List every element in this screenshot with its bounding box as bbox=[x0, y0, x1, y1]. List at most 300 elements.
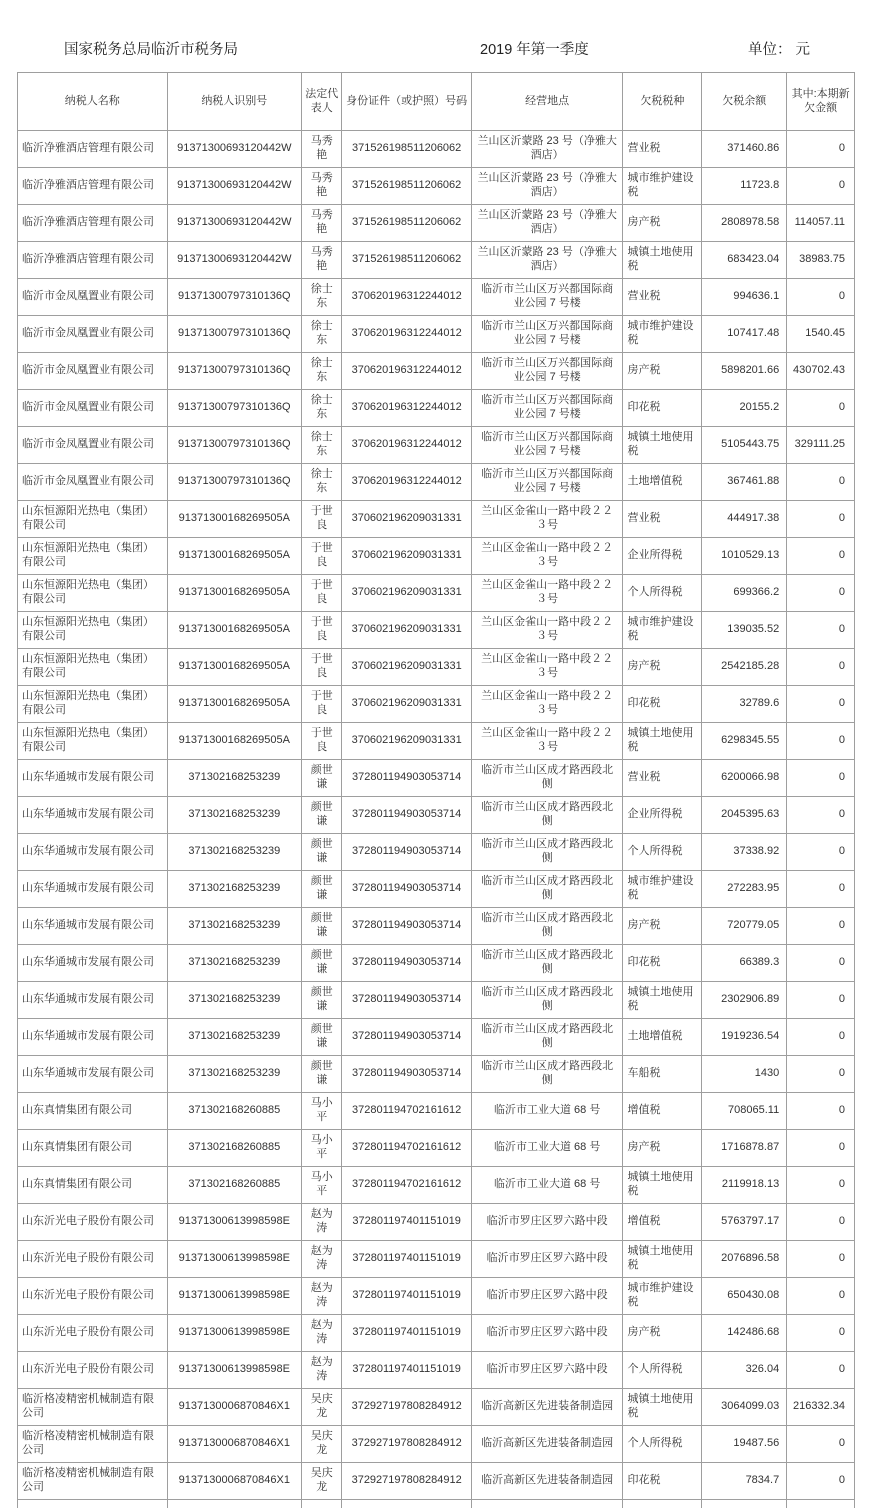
table-cell: 91371300693120442W bbox=[167, 205, 301, 242]
table-cell: 临沂格凌精密机械制造有限公司 bbox=[18, 1426, 168, 1463]
table-cell: 91371300797310136Q bbox=[167, 390, 301, 427]
table-cell: 0 bbox=[787, 612, 855, 649]
table-cell: 临沂市工业大道 68 号 bbox=[471, 1167, 623, 1204]
table-cell: 兰山区金雀山一路中段２２３号 bbox=[471, 501, 623, 538]
table-cell: 颜世谦 bbox=[302, 945, 342, 982]
table-cell: 370602196209031331 bbox=[342, 649, 471, 686]
table-cell: 372801194702161612 bbox=[342, 1130, 471, 1167]
table-cell: 城镇土地使用税 bbox=[623, 1167, 702, 1204]
table-row bbox=[18, 1056, 855, 1093]
table-cell: 房产税 bbox=[623, 649, 702, 686]
table-cell: 19487.56 bbox=[702, 1426, 787, 1463]
table-cell: 城镇土地使用税 bbox=[623, 723, 702, 760]
table-cell: 0 bbox=[787, 1278, 855, 1315]
table-cell: 370620196312244012 bbox=[342, 279, 471, 316]
table-cell: 城镇土地使用税 bbox=[623, 1241, 702, 1278]
table-cell: 371302168253239 bbox=[167, 1056, 301, 1093]
table-cell: 0 bbox=[787, 1019, 855, 1056]
table-row bbox=[18, 982, 855, 1019]
table-cell: 5898201.66 bbox=[702, 353, 787, 390]
table-cell: 5105443.75 bbox=[702, 427, 787, 464]
table-cell: 兰山区金雀山一路中段２２３号 bbox=[471, 575, 623, 612]
table-cell: 兰山区金雀山一路中段２２３号 bbox=[471, 649, 623, 686]
table-cell: 0 bbox=[787, 1093, 855, 1130]
table-row bbox=[18, 1352, 855, 1389]
table-cell: 329111.25 bbox=[787, 427, 855, 464]
table-cell: 371302168253239 bbox=[167, 982, 301, 1019]
table-cell: 0 bbox=[787, 1204, 855, 1241]
table-cell: 颜世谦 bbox=[302, 908, 342, 945]
table-cell: 0 bbox=[787, 1426, 855, 1463]
table-cell: 徐士东 bbox=[302, 427, 342, 464]
table-row bbox=[18, 1463, 855, 1500]
table-cell: 吴庆龙 bbox=[302, 1463, 342, 1500]
table-cell: 房产税 bbox=[623, 1315, 702, 1352]
table-cell: 9137130006870846X1 bbox=[167, 1426, 301, 1463]
table-cell: 山东恒源阳光热电（集团）有限公司 bbox=[18, 686, 168, 723]
table-cell: 兰山区沂蒙路 23 号（净雅大酒店） bbox=[471, 168, 623, 205]
table-cell: 2119918.13 bbox=[702, 1167, 787, 1204]
table-cell: 山东恒源阳光热电（集团）有限公司 bbox=[18, 501, 168, 538]
table-cell: 临沂净雅酒店管理有限公司 bbox=[18, 205, 168, 242]
table-cell: 0 bbox=[787, 982, 855, 1019]
table-cell: 142486.68 bbox=[702, 1315, 787, 1352]
table-row bbox=[18, 1167, 855, 1204]
table-cell: 个人所得税 bbox=[623, 1426, 702, 1463]
table-cell: 临沂市罗庄区罗六路中段 bbox=[471, 1204, 623, 1241]
table-cell: 91371300168269505A bbox=[167, 612, 301, 649]
table-cell: 临沂格凌精密机械制造有限公司 bbox=[18, 1463, 168, 1500]
table-header-row bbox=[18, 73, 855, 131]
table-row bbox=[18, 797, 855, 834]
table-cell: 临沂市金凤凰置业有限公司 bbox=[18, 390, 168, 427]
table-cell: 371460.86 bbox=[702, 131, 787, 168]
table-cell: 临沂市罗庄区罗六路中段 bbox=[471, 1241, 623, 1278]
table-cell: 371526198511206062 bbox=[342, 131, 471, 168]
table-cell: 印花税 bbox=[623, 945, 702, 982]
table-row bbox=[18, 871, 855, 908]
table-cell: 0 bbox=[787, 723, 855, 760]
table-cell: 11723.8 bbox=[702, 168, 787, 205]
table-cell: 临沂市兰山区万兴都国际商业公园 7 号楼 bbox=[471, 390, 623, 427]
report-period: 2019 年第一季度 bbox=[480, 42, 589, 58]
table-cell: 370620196312244012 bbox=[342, 316, 471, 353]
unit-label: 单位： 元 bbox=[748, 42, 811, 58]
table-cell: 兰山区金雀山一路中段２２３号 bbox=[471, 538, 623, 575]
table-cell: 720779.05 bbox=[702, 908, 787, 945]
table-cell: 372801194903053714 bbox=[342, 834, 471, 871]
table-cell: 6298345.55 bbox=[702, 723, 787, 760]
table-row bbox=[18, 575, 855, 612]
report-header bbox=[0, 0, 871, 72]
table-cell: 91371300613998598E bbox=[167, 1278, 301, 1315]
table-cell: 370620196312244012 bbox=[342, 390, 471, 427]
table-cell: 371302168253239 bbox=[167, 871, 301, 908]
table-cell: 增值税 bbox=[623, 1093, 702, 1130]
table-cell: 临沂市金凤凰置业有限公司 bbox=[18, 427, 168, 464]
table-cell: 0 bbox=[787, 464, 855, 501]
table-cell: 临沂市兰山区万兴都国际商业公园 7 号楼 bbox=[471, 427, 623, 464]
table-cell: 临沂市兰山区万兴都国际商业公园 7 号楼 bbox=[471, 279, 623, 316]
table-cell: 临沂高新区先进装备制造园 bbox=[471, 1463, 623, 1500]
table-cell: 444917.38 bbox=[702, 501, 787, 538]
table-cell: 兰山区沂蒙路 23 号（净雅大酒店） bbox=[471, 205, 623, 242]
table-cell: 6200066.98 bbox=[702, 760, 787, 797]
table-cell: 91371300797310136Q bbox=[167, 464, 301, 501]
table-cell: 城镇土地使用税 bbox=[623, 242, 702, 279]
table-cell: 临沂市兰山区万兴都国际商业公园 7 号楼 bbox=[471, 353, 623, 390]
table-cell: 于世良 bbox=[302, 538, 342, 575]
table-cell: 91371300168269505A bbox=[167, 686, 301, 723]
table-cell: 城镇土地使用税 bbox=[623, 427, 702, 464]
table-cell: 9137130006870846X1 bbox=[167, 1389, 301, 1426]
table-cell: 城市维护建设税 bbox=[623, 168, 702, 205]
table-cell: 颜世谦 bbox=[302, 797, 342, 834]
table-cell: 372801194702161612 bbox=[342, 1167, 471, 1204]
table-cell: 372801197401151019 bbox=[342, 1278, 471, 1315]
table-cell: 个人所得税 bbox=[623, 575, 702, 612]
table-cell: 91371300693120442W bbox=[167, 168, 301, 205]
table-cell: 于世良 bbox=[302, 723, 342, 760]
table-cell: 山东华通城市发展有限公司 bbox=[18, 871, 168, 908]
column-header: 纳税人识别号 bbox=[167, 73, 301, 131]
table-cell: 326.04 bbox=[702, 1352, 787, 1389]
table-cell: 印花税 bbox=[623, 1463, 702, 1500]
table-cell: 91371300613998598E bbox=[167, 1204, 301, 1241]
table-cell: 1716878.87 bbox=[702, 1130, 787, 1167]
table-cell: 32789.6 bbox=[702, 686, 787, 723]
table-cell: 颜世谦 bbox=[302, 871, 342, 908]
table-cell: 山东华通城市发展有限公司 bbox=[18, 1056, 168, 1093]
table-cell: 372801197401151019 bbox=[342, 1352, 471, 1389]
table-cell: 车船税 bbox=[623, 1056, 702, 1093]
table-cell: 371526198511206062 bbox=[342, 168, 471, 205]
column-header: 经营地点 bbox=[471, 73, 623, 131]
table-cell bbox=[471, 1500, 623, 1508]
table-body bbox=[18, 131, 855, 1508]
table-cell bbox=[702, 1500, 787, 1508]
table-cell bbox=[18, 1500, 168, 1508]
table-cell: 山东华通城市发展有限公司 bbox=[18, 945, 168, 982]
table-cell: 城市维护建设税 bbox=[623, 316, 702, 353]
table-cell: 营业税 bbox=[623, 760, 702, 797]
table-cell: 临沂市金凤凰置业有限公司 bbox=[18, 464, 168, 501]
table-cell: 于世良 bbox=[302, 649, 342, 686]
table-cell: 37338.92 bbox=[702, 834, 787, 871]
table-cell: 3064099.03 bbox=[702, 1389, 787, 1426]
table-cell: 139035.52 bbox=[702, 612, 787, 649]
table-cell bbox=[623, 1500, 702, 1508]
table-cell: 马小平 bbox=[302, 1167, 342, 1204]
table-row bbox=[18, 1204, 855, 1241]
table-cell: 1430 bbox=[702, 1056, 787, 1093]
table-cell: 颜世谦 bbox=[302, 982, 342, 1019]
table-cell: 赵为涛 bbox=[302, 1204, 342, 1241]
table-cell: 0 bbox=[787, 908, 855, 945]
table-cell: 370602196209031331 bbox=[342, 538, 471, 575]
table-row bbox=[18, 501, 855, 538]
table-cell: 马秀艳 bbox=[302, 168, 342, 205]
table-cell: 370602196209031331 bbox=[342, 501, 471, 538]
table-cell: 372801194903053714 bbox=[342, 797, 471, 834]
column-header: 身份证件（或护照）号码 bbox=[342, 73, 471, 131]
table-cell: 房产税 bbox=[623, 353, 702, 390]
table-cell: 0 bbox=[787, 1056, 855, 1093]
table-cell: 0 bbox=[787, 797, 855, 834]
table-cell: 临沂市兰山区成才路西段北侧 bbox=[471, 908, 623, 945]
table-cell: 66389.3 bbox=[702, 945, 787, 982]
table-cell: 372801197401151019 bbox=[342, 1241, 471, 1278]
table-cell: 372801194903053714 bbox=[342, 908, 471, 945]
table-cell: 临沂市罗庄区罗六路中段 bbox=[471, 1315, 623, 1352]
table-row bbox=[18, 1426, 855, 1463]
table-cell: 371302168253239 bbox=[167, 945, 301, 982]
table-cell: 91371300613998598E bbox=[167, 1352, 301, 1389]
table-row bbox=[18, 131, 855, 168]
table-cell: 山东华通城市发展有限公司 bbox=[18, 908, 168, 945]
table-row-partial bbox=[18, 1500, 855, 1508]
table-cell: 272283.95 bbox=[702, 871, 787, 908]
table-cell: 城市维护建设税 bbox=[623, 1278, 702, 1315]
table-cell: 城市维护建设税 bbox=[623, 612, 702, 649]
table-cell: 372801194702161612 bbox=[342, 1093, 471, 1130]
table-cell: 91371300693120442W bbox=[167, 131, 301, 168]
table-cell: 徐士东 bbox=[302, 316, 342, 353]
table-cell: 临沂市工业大道 68 号 bbox=[471, 1093, 623, 1130]
table-cell: 山东恒源阳光热电（集团）有限公司 bbox=[18, 723, 168, 760]
table-cell: 91371300797310136Q bbox=[167, 316, 301, 353]
table-cell: 增值税 bbox=[623, 1204, 702, 1241]
table-cell: 企业所得税 bbox=[623, 797, 702, 834]
table-cell: 城镇土地使用税 bbox=[623, 982, 702, 1019]
table-cell: 371302168253239 bbox=[167, 797, 301, 834]
table-cell: 0 bbox=[787, 871, 855, 908]
table-row bbox=[18, 1093, 855, 1130]
table-row bbox=[18, 1130, 855, 1167]
table-cell: 赵为涛 bbox=[302, 1352, 342, 1389]
table-cell: 马秀艳 bbox=[302, 131, 342, 168]
table-cell: 城镇土地使用税 bbox=[623, 1389, 702, 1426]
table-cell: 372801194903053714 bbox=[342, 760, 471, 797]
table-cell: 91371300693120442W bbox=[167, 242, 301, 279]
table-row bbox=[18, 427, 855, 464]
table-cell: 372927197808284912 bbox=[342, 1389, 471, 1426]
table-cell: 马小平 bbox=[302, 1130, 342, 1167]
table-cell: 土地增值税 bbox=[623, 464, 702, 501]
table-row bbox=[18, 612, 855, 649]
table-row bbox=[18, 760, 855, 797]
table-cell: 91371300168269505A bbox=[167, 501, 301, 538]
table-cell: 371302168253239 bbox=[167, 760, 301, 797]
table-cell: 于世良 bbox=[302, 575, 342, 612]
table-cell: 临沂市罗庄区罗六路中段 bbox=[471, 1352, 623, 1389]
table-cell: 0 bbox=[787, 168, 855, 205]
table-cell: 马秀艳 bbox=[302, 205, 342, 242]
table-cell bbox=[342, 1500, 471, 1508]
table-row bbox=[18, 1241, 855, 1278]
table-cell: 山东华通城市发展有限公司 bbox=[18, 1019, 168, 1056]
table-row bbox=[18, 1019, 855, 1056]
table-cell: 91371300797310136Q bbox=[167, 353, 301, 390]
table-cell: 1919236.54 bbox=[702, 1019, 787, 1056]
table-row bbox=[18, 316, 855, 353]
table-cell: 994636.1 bbox=[702, 279, 787, 316]
table-cell: 0 bbox=[787, 390, 855, 427]
table-cell: 临沂市兰山区成才路西段北侧 bbox=[471, 945, 623, 982]
table-row bbox=[18, 686, 855, 723]
table-cell: 颜世谦 bbox=[302, 1019, 342, 1056]
column-header: 欠税税种 bbox=[623, 73, 702, 131]
table-cell: 372801194903053714 bbox=[342, 1019, 471, 1056]
table-cell: 临沂市金凤凰置业有限公司 bbox=[18, 353, 168, 390]
table-cell: 370602196209031331 bbox=[342, 723, 471, 760]
table-cell: 兰山区金雀山一路中段２２３号 bbox=[471, 612, 623, 649]
table-cell: 临沂格凌精密机械制造有限公司 bbox=[18, 1389, 168, 1426]
table-row bbox=[18, 168, 855, 205]
table-cell: 0 bbox=[787, 1241, 855, 1278]
table-cell: 山东华通城市发展有限公司 bbox=[18, 760, 168, 797]
table-cell: 山东华通城市发展有限公司 bbox=[18, 982, 168, 1019]
table-cell: 临沂市兰山区成才路西段北侧 bbox=[471, 982, 623, 1019]
table-cell bbox=[787, 1500, 855, 1508]
table-cell: 临沂市金凤凰置业有限公司 bbox=[18, 279, 168, 316]
table-cell: 颜世谦 bbox=[302, 1056, 342, 1093]
table-row bbox=[18, 1315, 855, 1352]
table-row bbox=[18, 834, 855, 871]
table-cell: 徐士东 bbox=[302, 353, 342, 390]
table-cell: 0 bbox=[787, 1167, 855, 1204]
table-cell: 兰山区沂蒙路 23 号（净雅大酒店） bbox=[471, 242, 623, 279]
table-cell: 371302168260885 bbox=[167, 1130, 301, 1167]
table-cell: 临沂市兰山区成才路西段北侧 bbox=[471, 834, 623, 871]
table-cell: 0 bbox=[787, 131, 855, 168]
table-cell: 0 bbox=[787, 538, 855, 575]
table-cell: 临沂市兰山区成才路西段北侧 bbox=[471, 871, 623, 908]
table-cell: 于世良 bbox=[302, 501, 342, 538]
table-cell: 372927197808284912 bbox=[342, 1463, 471, 1500]
table-cell: 山东真情集团有限公司 bbox=[18, 1167, 168, 1204]
table-cell: 吴庆龙 bbox=[302, 1426, 342, 1463]
table-cell: 0 bbox=[787, 1352, 855, 1389]
table-cell: 山东华通城市发展有限公司 bbox=[18, 797, 168, 834]
table-cell: 土地增值税 bbox=[623, 1019, 702, 1056]
table-cell: 于世良 bbox=[302, 612, 342, 649]
table-row bbox=[18, 1278, 855, 1315]
table-cell bbox=[302, 1500, 342, 1508]
table-cell: 0 bbox=[787, 686, 855, 723]
table-row bbox=[18, 649, 855, 686]
table-cell: 临沂净雅酒店管理有限公司 bbox=[18, 242, 168, 279]
table-cell: 赵为涛 bbox=[302, 1315, 342, 1352]
table-cell: 临沂净雅酒店管理有限公司 bbox=[18, 168, 168, 205]
table-cell: 371302168260885 bbox=[167, 1093, 301, 1130]
table-row bbox=[18, 205, 855, 242]
table-cell: 临沂市罗庄区罗六路中段 bbox=[471, 1278, 623, 1315]
table-cell: 临沂净雅酒店管理有限公司 bbox=[18, 131, 168, 168]
table-cell: 370620196312244012 bbox=[342, 427, 471, 464]
table-cell: 0 bbox=[787, 649, 855, 686]
table-cell: 372801194903053714 bbox=[342, 982, 471, 1019]
table-cell: 371526198511206062 bbox=[342, 242, 471, 279]
table-cell: 0 bbox=[787, 1130, 855, 1167]
table-cell: 0 bbox=[787, 279, 855, 316]
table-cell: 山东沂光电子股份有限公司 bbox=[18, 1315, 168, 1352]
table-cell: 临沂市兰山区万兴都国际商业公园 7 号楼 bbox=[471, 316, 623, 353]
table-cell: 临沂市兰山区万兴都国际商业公园 7 号楼 bbox=[471, 464, 623, 501]
table-cell: 7834.7 bbox=[702, 1463, 787, 1500]
table-cell: 91371300613998598E bbox=[167, 1315, 301, 1352]
table-row bbox=[18, 353, 855, 390]
table-cell: 2808978.58 bbox=[702, 205, 787, 242]
table-cell: 650430.08 bbox=[702, 1278, 787, 1315]
table-cell: 371302168253239 bbox=[167, 908, 301, 945]
table-cell: 91371300168269505A bbox=[167, 649, 301, 686]
column-header: 其中:本期新欠金额 bbox=[787, 73, 855, 131]
table-cell: 山东恒源阳光热电（集团）有限公司 bbox=[18, 612, 168, 649]
table-cell: 于世良 bbox=[302, 686, 342, 723]
table-cell: 山东沂光电子股份有限公司 bbox=[18, 1204, 168, 1241]
table-cell: 山东沂光电子股份有限公司 bbox=[18, 1278, 168, 1315]
table-cell: 372801194903053714 bbox=[342, 945, 471, 982]
table-row bbox=[18, 390, 855, 427]
column-header: 欠税余额 bbox=[702, 73, 787, 131]
table-row bbox=[18, 723, 855, 760]
table-cell: 430702.43 bbox=[787, 353, 855, 390]
table-cell: 370602196209031331 bbox=[342, 686, 471, 723]
table-row bbox=[18, 538, 855, 575]
table-row bbox=[18, 945, 855, 982]
table-cell: 372801194903053714 bbox=[342, 1056, 471, 1093]
table-cell: 城市维护建设税 bbox=[623, 871, 702, 908]
table-cell: 临沂市兰山区成才路西段北侧 bbox=[471, 1019, 623, 1056]
table-cell: 0 bbox=[787, 575, 855, 612]
table-cell: 山东华通城市发展有限公司 bbox=[18, 834, 168, 871]
table-cell: 0 bbox=[787, 1463, 855, 1500]
table-cell: 2076896.58 bbox=[702, 1241, 787, 1278]
table-cell: 临沂市兰山区成才路西段北侧 bbox=[471, 797, 623, 834]
table-cell: 0 bbox=[787, 1315, 855, 1352]
table-cell: 2302906.89 bbox=[702, 982, 787, 1019]
table-cell: 91371300168269505A bbox=[167, 538, 301, 575]
table-cell: 兰山区金雀山一路中段２２３号 bbox=[471, 723, 623, 760]
table-cell: 山东真情集团有限公司 bbox=[18, 1093, 168, 1130]
column-header: 纳税人名称 bbox=[18, 73, 168, 131]
table-cell: 2542185.28 bbox=[702, 649, 787, 686]
table-cell: 房产税 bbox=[623, 908, 702, 945]
table-cell: 371302168253239 bbox=[167, 1019, 301, 1056]
arrears-table bbox=[17, 72, 855, 1508]
agency-title: 国家税务总局临沂市税务局 bbox=[64, 42, 238, 58]
table-cell: 马秀艳 bbox=[302, 242, 342, 279]
table-cell: 营业税 bbox=[623, 501, 702, 538]
table-cell: 山东沂光电子股份有限公司 bbox=[18, 1241, 168, 1278]
table-cell: 山东恒源阳光热电（集团）有限公司 bbox=[18, 538, 168, 575]
table-cell: 0 bbox=[787, 760, 855, 797]
table-cell: 临沂市兰山区成才路西段北侧 bbox=[471, 760, 623, 797]
table-cell: 个人所得税 bbox=[623, 834, 702, 871]
table-cell: 9137130006870846X1 bbox=[167, 1463, 301, 1500]
table-cell: 个人所得税 bbox=[623, 1352, 702, 1389]
table-cell: 房产税 bbox=[623, 1130, 702, 1167]
table-cell: 91371300168269505A bbox=[167, 723, 301, 760]
table-cell: 1540.45 bbox=[787, 316, 855, 353]
table-cell: 372801197401151019 bbox=[342, 1204, 471, 1241]
table-cell: 徐士东 bbox=[302, 464, 342, 501]
table-cell: 临沂市金凤凰置业有限公司 bbox=[18, 316, 168, 353]
table-cell: 房产税 bbox=[623, 205, 702, 242]
table-cell: 1010529.13 bbox=[702, 538, 787, 575]
table-cell: 20155.2 bbox=[702, 390, 787, 427]
